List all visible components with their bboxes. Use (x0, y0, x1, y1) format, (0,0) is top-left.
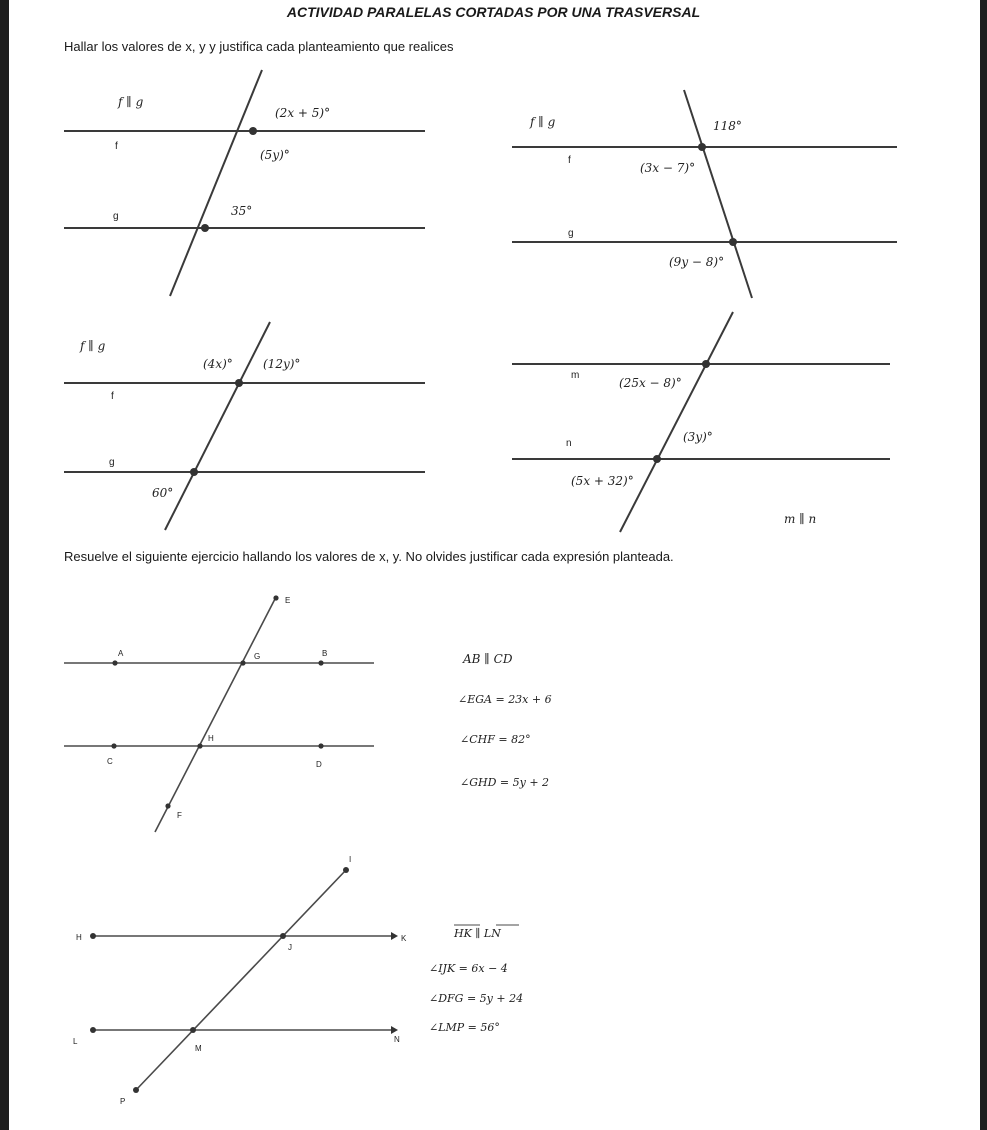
fig2-intersection-bottom (729, 238, 737, 246)
fig1-transversal (170, 70, 262, 296)
fig1-angle-2x-plus-5: (2x + 5)° (275, 106, 331, 120)
worksheet-title: ACTIVIDAD PARALELAS CORTADAS POR UNA TRASVERSAL (286, 4, 701, 20)
fig1-angle-35: 35° (231, 204, 253, 218)
fig2-angle-9y-minus-8: (9y − 8)° (669, 255, 725, 269)
fig6-label-p: P (120, 1097, 126, 1106)
fig5-point-b (318, 660, 323, 665)
fig3-angle-4x: (4x)° (203, 357, 233, 371)
fig4-line-n-label: n (566, 438, 572, 449)
instruction-solve-exercise: Resuelve el siguiente ejercicio hallando los valores de x, y. No olvides justificar cada expresión planteada. (64, 549, 674, 564)
figure-2 (512, 90, 897, 298)
fig6-label-h: H (76, 933, 82, 942)
fig4-intersection-bottom (653, 455, 661, 463)
fig6-label-k: K (401, 934, 407, 943)
figure-4 (512, 312, 890, 532)
fig3-intersection-top (235, 379, 243, 387)
fig6-point-p (133, 1087, 139, 1093)
fig3-transversal (165, 322, 270, 530)
fig3-line-g-label: g (109, 457, 115, 468)
fig5-point-c (111, 743, 116, 748)
fig5-point-g (240, 660, 245, 665)
fig6-label-l: L (73, 1037, 78, 1046)
fig4-angle-25x-minus-8: (25x − 8)° (619, 376, 682, 390)
fig5-point-a (112, 660, 117, 665)
fig1-parallel-label: f ∥ g (118, 95, 144, 109)
fig5-point-d (318, 743, 323, 748)
fig6-given-dfg: ∠DFG = 5y + 24 (429, 992, 524, 1005)
fig5-label-f: F (177, 811, 182, 820)
fig6-given-lmp: ∠LMP = 56° (429, 1021, 500, 1034)
fig5-point-h (197, 743, 202, 748)
fig2-line-g-label: g (568, 228, 574, 239)
fig4-transversal (620, 312, 733, 532)
figure-1 (64, 70, 425, 296)
fig6-point-j (280, 933, 286, 939)
fig5-given-ega: ∠EGA = 23x + 6 (458, 693, 552, 706)
fig3-line-f-label: f (111, 391, 114, 402)
fig6-label-n: N (394, 1035, 400, 1044)
fig6-label-j: J (288, 943, 292, 952)
fig6-label-i: I (349, 855, 352, 864)
fig3-intersection-bottom (190, 468, 198, 476)
fig6-transversal (136, 870, 346, 1090)
fig4-angle-5x-plus-32: (5x + 32)° (571, 474, 634, 488)
fig1-angle-5y: (5y)° (260, 148, 290, 162)
fig5-label-g: G (254, 652, 261, 661)
fig1-line-g-label: g (113, 211, 119, 222)
fig3-angle-12y: (12y)° (263, 357, 301, 371)
figure-6 (73, 855, 523, 1106)
fig6-arrow-n (391, 1026, 398, 1034)
fig6-point-m (190, 1027, 196, 1033)
fig5-point-e (273, 595, 278, 600)
fig5-given-parallel: AB ∥ CD (463, 652, 513, 666)
fig3-parallel-label: f ∥ g (80, 339, 106, 353)
fig5-label-c: C (107, 757, 113, 766)
fig6-given-ijk: ∠IJK = 6x − 4 (429, 962, 508, 975)
fig6-label-m: M (195, 1044, 202, 1053)
fig5-label-b: B (322, 649, 328, 658)
fig2-parallel-label: f ∥ g (530, 115, 556, 129)
fig5-label-d: D (316, 760, 322, 769)
instruction-find-values: Hallar los valores de x, y y justifica cada planteamiento que realices (64, 39, 454, 54)
fig5-transversal (155, 597, 276, 832)
figure-3 (64, 322, 425, 530)
fig2-angle-118: 118° (713, 119, 742, 133)
fig5-given-ghd: ∠GHD = 5y + 2 (460, 776, 550, 789)
fig1-intersection-bottom (201, 224, 209, 232)
fig5-label-a: A (118, 649, 124, 658)
fig2-angle-3x-minus-7: (3x − 7)° (640, 161, 696, 175)
fig4-intersection-top (702, 360, 710, 368)
fig5-given-chf: ∠CHF = 82° (460, 733, 531, 746)
fig1-line-f-label: f (115, 141, 118, 152)
fig1-intersection-top (249, 127, 257, 135)
fig6-given-parallel: HK ∥ LN (454, 927, 501, 940)
fig3-angle-60: 60° (152, 486, 174, 500)
fig2-intersection-top (698, 143, 706, 151)
fig5-label-e: E (285, 596, 291, 605)
fig4-line-m-label: m (571, 370, 580, 381)
figure-5 (64, 595, 552, 832)
fig6-point-i (343, 867, 349, 873)
fig6-point-l (90, 1027, 96, 1033)
fig5-label-h: H (208, 734, 214, 743)
fig5-point-f (165, 803, 170, 808)
fig6-point-h (90, 933, 96, 939)
fig2-line-f-label: f (568, 155, 571, 166)
fig4-angle-3y: (3y)° (683, 430, 713, 444)
fig4-parallel-label: m ∥ n (784, 512, 817, 526)
fig6-arrow-k (391, 932, 398, 940)
